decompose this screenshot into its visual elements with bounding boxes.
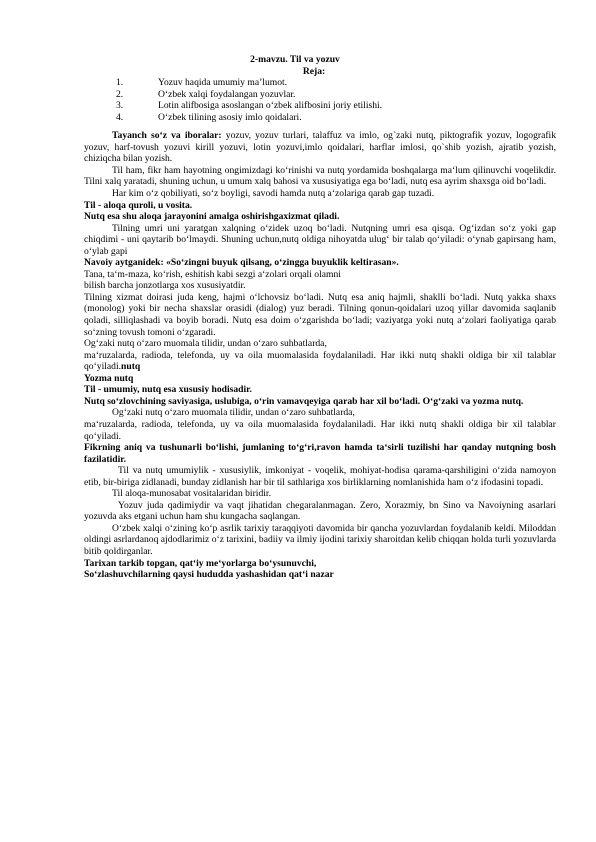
- paragraph: Til aloqa-munosabat vositalaridan biridir.: [112, 488, 271, 500]
- document-page: [84, 54, 556, 581]
- list-item: 4. O‘zbek tilining asosiy imlo qoidalari.: [116, 111, 302, 123]
- bold-heading: Fikrning aniq va tushunarli bo‘lishi, jumlaning to‘g‘ri,ravon hamda ta‘sirli tuzilishi har qanday nutqning bosh fazilatidir.: [84, 442, 556, 465]
- paragraph: Yozuv juda qadimiydir va vaqt jihatidan chegaralanmagan. Zero, Xorazmiy, bn Sino va Navoiyning asarlari yozuvda aks etgani uchun ham shu kungacha saqlangan.: [84, 499, 556, 523]
- list-item: 3. Lotin alifbosiga asoslangan o‘zbek alifbosini joriy etilishi.: [116, 100, 383, 112]
- paragraph: Til va nutq umumiylik - xususiylik, imkoniyat - voqelik, mohiyat-hodisa qarama-qarshiligini o‘zida namoyon etib, bir-biriga zidlanadi, bunday zidlanish har bir til sathlariga xos birliklarning nomlanishida ham o‘z ifodasini topadi.: [84, 465, 556, 488]
- bold-heading: Til - umumiy, nutq esa xususiy hodisadir.: [84, 384, 252, 396]
- list-item: 1. Yozuv haqida umumiy ma’lumot.: [116, 77, 288, 89]
- paragraph: ma‘ruzalarda, radioda, telefonda, uy va oila muomalasida foydalaniladi. Har ikki nutq shakli oldiga bir xil talablar qo‘yiladi.nutq: [84, 349, 556, 373]
- paragraph: Og‘zaki nutq o‘zaro muomala tilidir, undan o‘zaro suhbatlarda,: [84, 338, 327, 350]
- paragraph: ma‘ruzalarda, radioda, telefonda, uy va oila muomalasida foydalaniladi. Har ikki nutq shakli oldiga bir xil talablar qo‘yiladi.: [84, 418, 556, 442]
- plan-heading: Reja:: [302, 65, 326, 77]
- paragraph: Tilning xizmat doirasi juda keng, hajmi o‘lchovsiz bo‘ladi. Nutq esa aniq hajmli, shaklli bo‘ladi. Nutq yakka shaxs (monolog) yoki bir necha shaxslar orasidi (dialog) yuz beradi. Tilning qonun-qoidalari uzoq yillar davomida saqlanib qoladi, silliqlashadi va boyib boradi. Nutq esa doim o‘zgarishda bo‘ladi; vaziyatga yoki nutq a‘zolari faoliyatiga qarab so‘zning tovush tomoni o‘zgaradi.: [84, 291, 556, 338]
- paragraph: Tilning umri uni yaratgan xalqning o‘zidek uzoq bo‘ladi. Nutqning umri esa qisqa. Og‘izdan so‘z yoki gap chiqdimi - uni qaytarib bo‘lmaydi. Shuning uchun,nutq oldiga nihoyatda ulug‘ bir talab qo‘yiladi: o‘ynab gapirsang ham, o‘ylab gapi: [84, 222, 556, 257]
- bold-heading: Nutq esa shu aloqa jarayonini amalga oshirishgaxizmat qiladi.: [84, 211, 340, 223]
- bold-heading: Nutq so‘zlovchining saviyasiga, uslubiga, o‘rin vamavqeyiga qarab har xil bo‘ladi. O‘g‘zaki va yozma nutq.: [84, 395, 524, 407]
- paragraph: Til ham, fikr ham hayotning ongimizdagi ko‘rinishi va nutq yordamida boshqalarga ma‘lum qilinuvchi voqelikdir. Tilni xalq yaratadi, shuning uchun, u umum xalq bahosi va xususiyatiga ega bo‘ladi, nutq esa ayrim shaxsga oid bo‘ladi.: [84, 164, 556, 188]
- bold-heading: Tarixan tarkib topgan, qat‘iy me‘yorlarga bo‘ysunuvchi,: [84, 557, 317, 569]
- list-item: 2. O‘zbek xalqi foydalangan yozuvlar.: [116, 88, 296, 100]
- paragraph: Og‘zaki nutq o‘zaro muomala tilidir, undan o‘zaro suhbatlarda,: [112, 407, 355, 419]
- plan-list: [84, 77, 556, 123]
- bold-heading: Yozma nutq: [84, 372, 134, 384]
- bold-heading: Navoiy aytganidek: «So‘zingni buyuk qilsang, o‘zingga buyuklik keltirasan».: [84, 257, 399, 269]
- bold-heading: Til - aloqa quroli, u vosita.: [84, 199, 193, 211]
- paragraph-keywords: Tayanch so‘z va iboralar: yozuv, yozuv turlari, talaffuz va imlo, og`zaki nutq, piktografik yozuv, logografik yozuv, harf-tovush yozuvi kirill yozuvi, lotin yozuvi,imlo qoidalari, harflar imlosi, qo`shib yozish, ajratib yozish, chiziqcha bilan yozish.: [84, 130, 556, 165]
- paragraph: Har kim o‘z qobiliyati, so‘z boyligi, savodi hamda nutq a‘zolariga qarab gap tuzadi.: [112, 188, 435, 200]
- page-title: 2-mavzu. Til va yozuv: [250, 54, 340, 65]
- bold-heading: So‘zlashuvchilarning qaysi hududda yashashidan qat‘i nazar: [84, 569, 334, 581]
- paragraph: Tana, ta‘m-maza, ko‘rish, eshitish kabi sezgi a‘zolari orqali olamni bilish barcha jonzotlarga xos xususiyatdir.: [84, 268, 341, 292]
- paragraph: O‘zbek xalqi o‘zining ko‘p asrlik tarixiy taraqqiyoti davomida bir qancha yozuvlardan foydalanib keldi. Miloddan oldingi asrlardanoq ajdodlarimiz o‘z tarixini, badiiy va ilmiy ijodini tarixiy sharoitdan kelib chiqqan holda turli yozuvlarda bitib qoldirganlar.: [84, 522, 556, 557]
